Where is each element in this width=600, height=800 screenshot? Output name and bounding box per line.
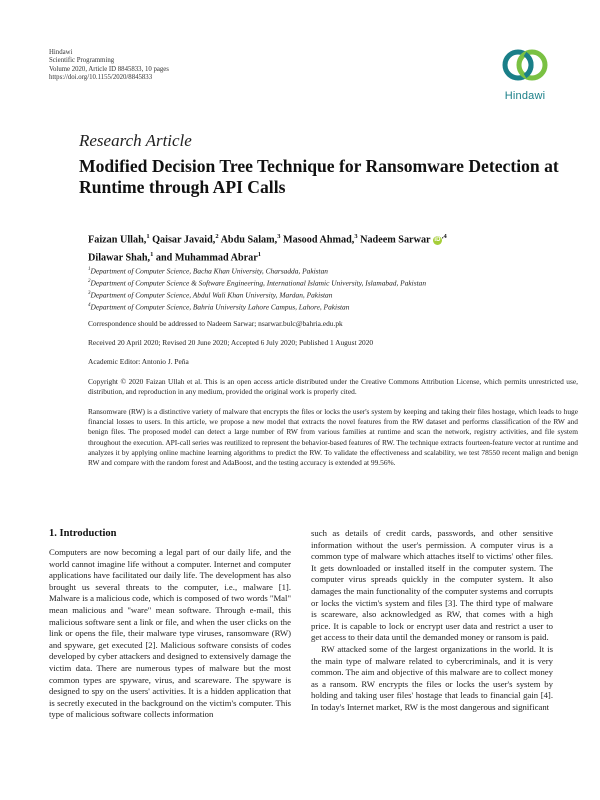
author: and Muhammad Abrar (155, 252, 258, 264)
author: Dilawar Shah, (88, 252, 151, 264)
doi-link[interactable]: https://doi.org/10.1155/2020/8845833 (49, 74, 153, 82)
abstract: Ransomware (RW) is a distinctive variety of malware that encrypts the files or locks the user's system by keeping and taking their files hostage, which leads to huge financial losses to users. In this article, we propose a new model that extracts the novel features from the RW dataset and performs classification of the RW and benign files. The proposed model can detect a large number of RW from various families at runtime and scan the network, registry activities, and file system throughout the execution. API-call series was reutilized to represent the behavior-based features of RW. The technique extracts fourteen-feature vector at runtime and analyzes it by applying online machine learning algorithms to predict the RW. To validate the effectiveness and scalability, we test 78550 recent malign and benign RW and compare with the random forest and AdaBoost, and the testing accuracy is extended at 99.56%. (88, 407, 578, 468)
affiliation: $^3$Department of Computer Science, Abdul Wali Khan University, Mardan, Pakistan (88, 290, 333, 300)
article-dates: Received 20 April 2020; Revised 20 June 2020; Accepted 6 July 2020; Published 1 August 2020 (88, 338, 374, 347)
author: Faizan Ullah, (88, 234, 147, 246)
author: Qaisar Javaid, (152, 234, 216, 246)
paper-title: Modified Decision Tree Technique for Ransomware Detection at Runtime through API Calls (79, 156, 559, 197)
journal-info (49, 49, 169, 83)
affiliation: $^2$Department of Computer Science & Software Engineering, International Islamic University, Islamabad, Pakistan (88, 278, 427, 288)
body-column-right (311, 528, 553, 714)
publisher-name: Hindawi (49, 49, 73, 56)
author-list: Faizan Ullah,$^1$ Qaisar Javaid,$^2$ Abdu Salam,$^3$ Masood Ahmad,$^3$ Nadeem Sarwar iD $^{,4}$ Dilawar Shah,$^1$ and Muhammad Abrar$^1$ (88, 233, 447, 264)
section-heading: 1. Introduction (49, 528, 117, 539)
article-type: Research Article (79, 131, 192, 150)
affiliation: $^4$Department of Computer Science, Bahria University Lahore Campus, Lahore, Pakistan (88, 302, 350, 312)
author: Nadeem Sarwar (360, 234, 431, 246)
academic-editor: Academic Editor: Antonio J. Peña (88, 357, 189, 366)
orcid-icon[interactable]: iD (434, 236, 441, 243)
affiliation: $^1$Department of Computer Science, Bacha Khan University, Charsadda, Pakistan (88, 266, 328, 276)
correspondence: Correspondence should be addressed to Nadeem Sarwar; nsarwar.bulc@bahria.edu.pk (88, 319, 343, 328)
author: Abdu Salam, (220, 234, 278, 246)
author: Masood Ahmad, (282, 234, 355, 246)
affiliations (88, 265, 426, 313)
copyright-notice: Copyright © 2020 Faizan Ullah et al. This is an open access article distributed under the Creative Commons Attribution License, which permits unrestricted use, distribution, and reproduction in any medium, provided the original work is properly cited. (88, 377, 578, 397)
paragraph: such as details of credit cards, passwords, and other sensitive information without the user's permission. A computer virus is a common type of malware which attaches itself to victims' other files. It gets downloaded or installed itself in the computer system. The computer virus spreads quickly in the computer system. It also damages the main functionality of the computer systems and corrupts or locks the victim's system and files [3]. The third type of malware is scareware, also acknowledged as RW, that comes with a high price. It is capable to lock or encrypt user data and restrict a user to get access to their data until the demanded money or ransom is paid. (311, 528, 553, 643)
paragraph: RW attacked some of the largest organizations in the world. It is the main type of malware related to cybercriminals, and it is very common. The aim and objective of this malware are to collect money as a ransom. RW encrypts the files or locks the user's system by holding and taking user files' hostage that leads to financial gain [4]. In today's Internet market, RW is the most dangerous and significant (311, 643, 553, 712)
paragraph: Computers are now becoming a legal part of our daily life, and the world cannot imagine life without a computer. Internet and computer applications have facilitated our daily life. The development has also brought us several threats to the computer, i.e., malware [1]. Malware is a malicious code, which is composed of two words "Mal" mean malicious and "ware" mean software. Through e-mail, this malicious software sent a link or file, and when the user clicks on the link or opens the file, their malware type viruses, ransomware (RW) and spyware, get executed [2]. Malicious software consists of codes developed by cyber attackers and designed to extensively damage the victim data. There are numerous types of malware but the most common types are spyware, virus, and scareware. The spyware is designed to spy on the users' activities. It is a hidden application that is secretly executed in the background on the victim's computer. This type of malicious software collects information (49, 547, 291, 720)
logo-wordmark: Hindawi (504, 90, 546, 102)
volume-line: Volume 2020, Article ID 8845833, 10 pages (49, 65, 169, 73)
journal-name: Scientific Programming (49, 57, 115, 65)
body-column-left (49, 547, 291, 721)
